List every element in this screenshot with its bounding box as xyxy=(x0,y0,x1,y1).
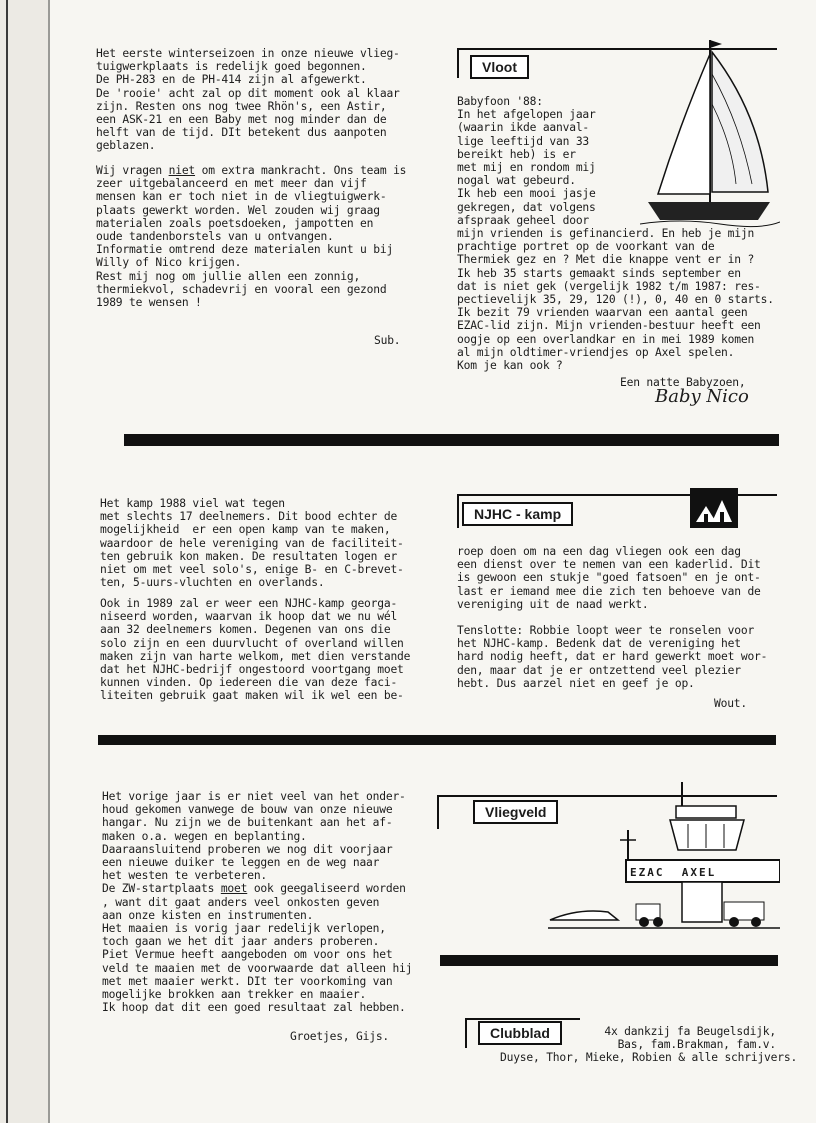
njhc-paragraph-1: Het kamp 1988 viel wat tegen met slechts 17 deelnemers. Dit bood echter de mogelijkheid er een open kamp van te maken, waardoor de hele vereniging van de faciliteit- ten gebruik kon maken. De resultaten logen er niet om met veel solo's, enige B- en C-brevet- ten, 5-uurs-vluchten en overlands. xyxy=(100,497,404,590)
werkplaats-signature: Sub. xyxy=(374,334,401,347)
vliegveld-signature: Groetjes, Gijs. xyxy=(290,1030,390,1043)
section-divider xyxy=(98,735,776,745)
tower-sign: EZAC AXEL xyxy=(630,866,717,879)
vloot-signature: Baby Nico xyxy=(655,386,749,407)
section-divider xyxy=(124,434,779,446)
section-divider xyxy=(440,955,778,966)
clubblad-thanks: 4x dankzij fa Beugelsdijk, Bas, fam.Brakman, fam.v. Duyse, Thor, Mieke, Robien & alle schrijvers. xyxy=(500,1025,798,1065)
vloot-heading: Vloot xyxy=(470,55,529,79)
vloot-closing: Een natte Babyzoen, xyxy=(620,376,746,389)
previous-page-edge xyxy=(0,0,50,1123)
njhc-signature: Wout. xyxy=(714,697,748,710)
njhc-heading: NJHC - kamp xyxy=(462,502,573,526)
vliegveld-heading: Vliegveld xyxy=(473,800,558,824)
tents-icon xyxy=(690,488,738,528)
control-tower-icon xyxy=(548,780,780,936)
njhc-paragraph-2: Ook in 1989 zal er weer een NJHC-kamp georga- niseerd worden, waarvan ik hoop dat we nu wél aan 32 deelnemers komen. Degenen van ons die solo zijn en een duurvlucht of overland willen maken zijn van harte welkom, met dien verstande dat het NJHC-bedrijf ongestoord voortgang moet kunnen vinden. Op iedereen die van deze faci- liteiten gebruik gaat maken wil ik wel een be- xyxy=(100,597,411,703)
clubblad-heading: Clubblad xyxy=(478,1021,562,1045)
njhc-paragraph-4: Tenslotte: Robbie loopt weer te ronselen voor het NJHC-kamp. Bedenk dat de vereniging het hard nodig heeft, dat er hard gewerkt moet wor- den, maar dat je er ontzettend veel plezier hebt. Dus aarzel niet en geef je op. xyxy=(457,624,768,690)
vloot-text-narrow: Babyfoon '88: In het afgelopen jaar (waarin ikde aanval- lige leeftijd van 33 bereikt heb) is er met mij en rondom mij nogal wat gebeurd. Ik heb een mooi jasje gekregen, dat volgens afspraak geheel door xyxy=(457,95,596,227)
vloot-text-wide: mijn vrienden is gefinancierd. En heb je mijn prachtige portret op de voorkant van de Thermiek gez en ? Met die knappe vent er in ? Ik heb 35 starts gemaakt sinds september en dat is niet gek (vergelijk 1982 t/m 1987: res- pectievelijk 35, 29, 120 (!), 0, 40 en 0 starts. Ik bezit 79 vrienden waarvan een aantal geen EZAC-lid zijn. Mijn vrienden-bestuur heeft een oogje op een overlandkar en in mei 1989 komen al mijn oldtimer-vriendjes op Axel spelen. Kom je kan ook ? xyxy=(457,227,774,373)
njhc-paragraph-3: roep doen om na een dag vliegen ook een dag een dienst over te nemen van een kaderlid. Dit is gewoon een stukje "goed fatsoen" en je ont- last er iemand mee die zich ten behoeve van de vereniging uit de naad werkt. xyxy=(457,545,761,611)
sailboat-icon xyxy=(640,34,780,229)
werkplaats-paragraph-1: Het eerste winterseizoen in onze nieuwe vlieg- tuigwerkplaats is redelijk goed begonnen. De PH-283 en de PH-414 zijn al afgewerkt. De 'rooie' acht zal op dit moment ook al klaar zijn. Resten ons nog twee Rhön's, een Astir, een ASK-21 en een Baby met nog minder dan de helft van de tijd. DIt betekent dus aanpoten geblazen. xyxy=(96,47,400,153)
vliegveld-paragraph-1: Het vorige jaar is er niet veel van het onder- houd gekomen vanwege de bouw van onze nieuwe hangar. Nu zijn we de buitenkant aan het af- maken o.a. wegen en beplanting. Daaraansluitend proberen we nog dit voorjaar een nieuwe duiker te leggen en de weg naar het westen te verbeteren. De ZW-startplaats moet ook geegaliseerd worden , want dit gaat anders veel onkosten geven aan onze kisten en instrumenten. Het maaien is vorig jaar redelijk verlopen, toch gaan we het dit jaar anders proberen. Piet Vermue heeft aangeboden om voor ons het veld te maaien met de voorwaarde dat alleen hij met met maaier werkt. DIt ter voorkoming van mogelijke brokken aan trekker en maaier. Ik hoop dat dit een goed resultaat zal hebben. xyxy=(102,790,413,1015)
werkplaats-paragraph-2: Wij vragen niet om extra mankracht. Ons team is zeer uitgebalanceerd en met meer dan vijf mensen kan er toch niet in de vliegtuigwerk- plaats gewerkt worden. Wel zouden wij graag materialen zoals poetsdoeken, jampotten en oude tandenborstels van u ontvangen. Informatie omtrend deze materialen kunt u bij Willy of Nico krijgen. Rest mij nog om jullie allen een zonnig, thermiekvol, schadevrij en vooral een gezond 1989 te wensen ! xyxy=(96,164,407,310)
